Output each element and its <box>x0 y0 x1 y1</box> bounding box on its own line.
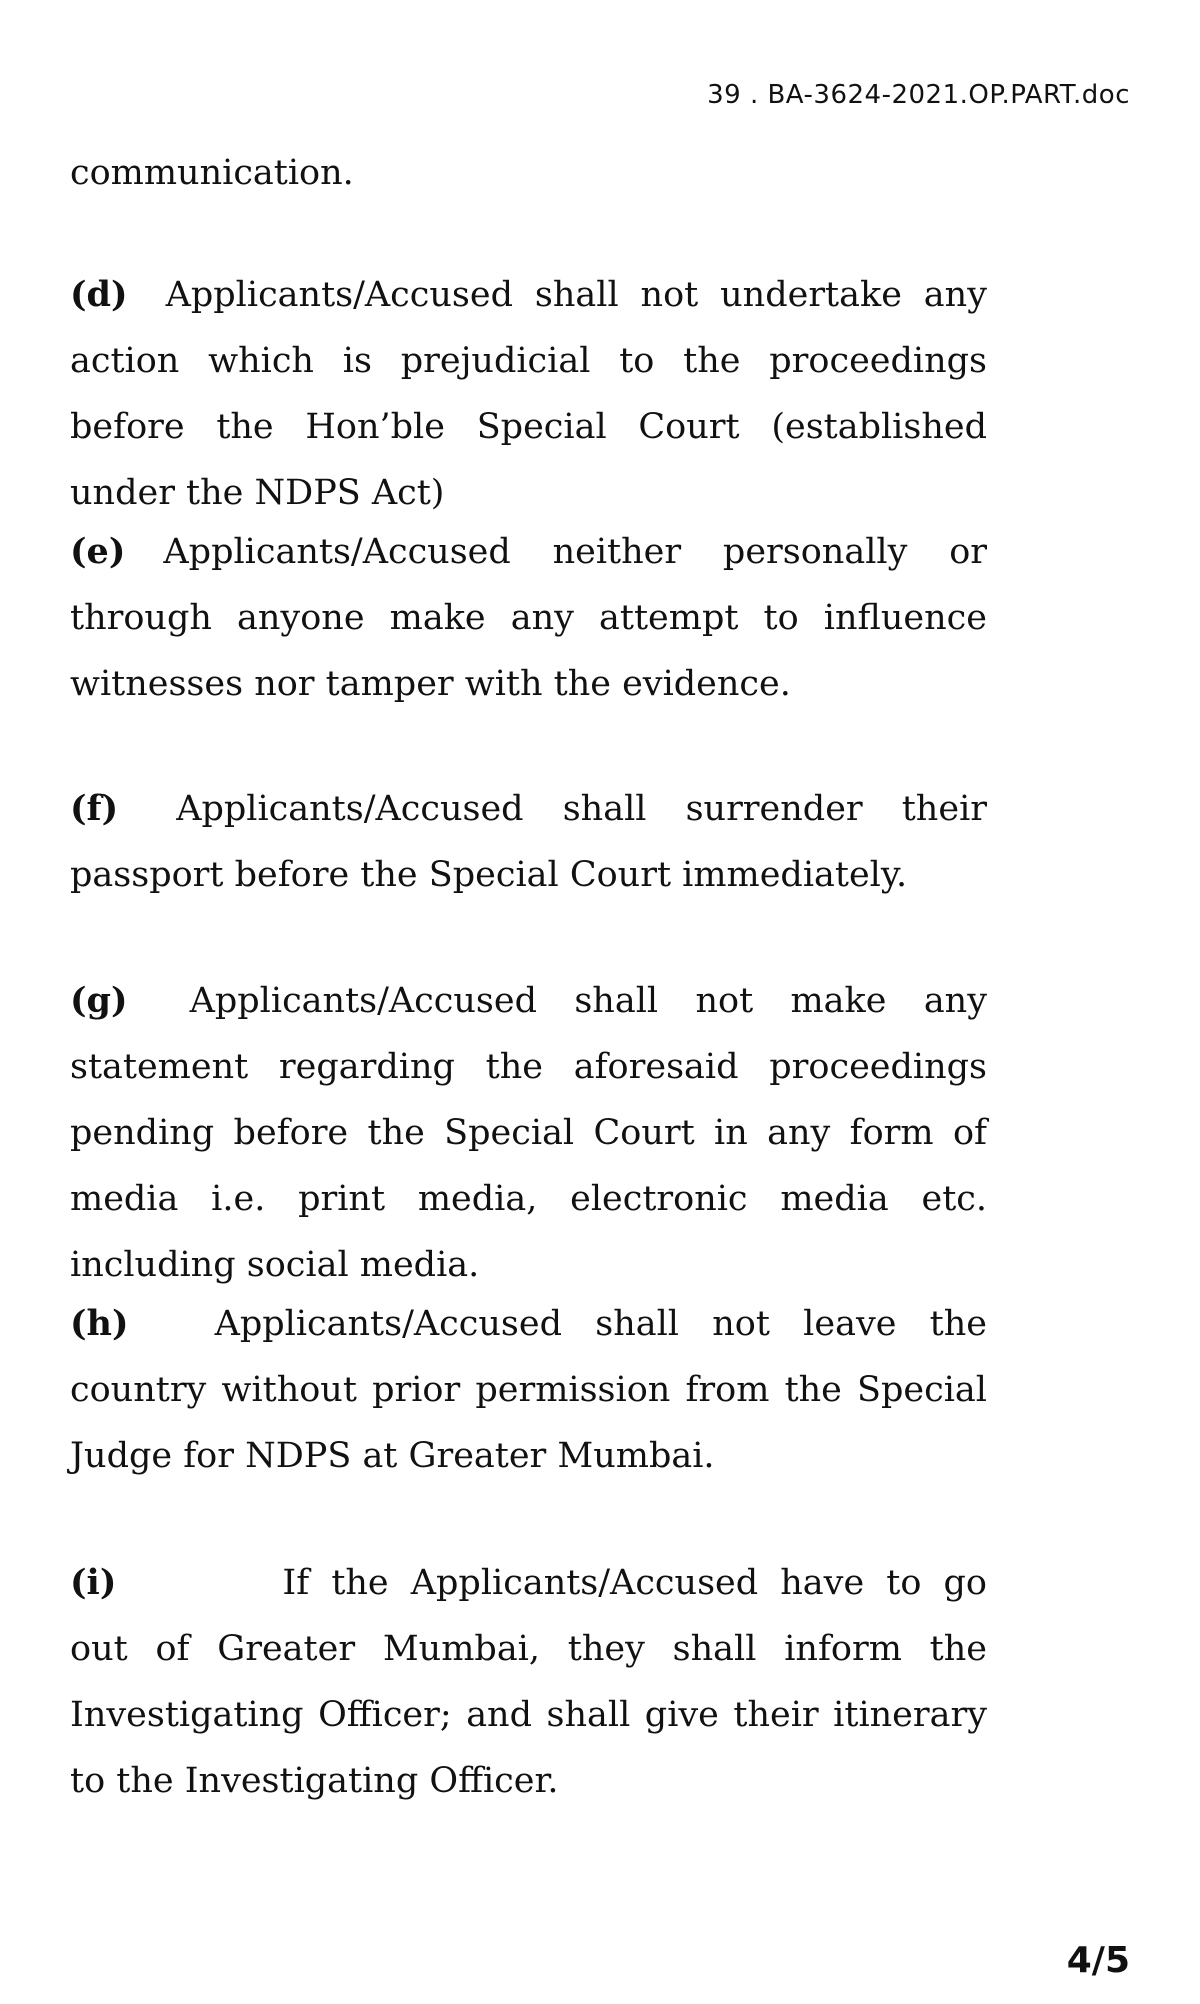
document-file-reference: 39 . BA-3624-2021.OP.PART.doc <box>707 80 1130 110</box>
condition-paragraph-h <box>70 1291 987 1489</box>
continuation-text: communication. <box>70 153 354 193</box>
paragraph-label: (e) <box>70 531 126 572</box>
paragraph-label: (d) <box>70 274 128 315</box>
paragraph-label: (g) <box>70 980 128 1021</box>
paragraph-text: If the Applicants/Accused have to go out of Greater Mumbai, they shall inform the Investigating Officer; and shall give their itinerary to the Investigating Officer. <box>70 1563 987 1801</box>
paragraph-label: (f) <box>70 788 119 829</box>
paragraph-text: Applicants/Accused shall not make any statement regarding the aforesaid proceedings pending before the Special Court in any form of media i.e. print media, electronic media etc. including social media. <box>70 981 987 1285</box>
paragraph-label: (h) <box>70 1303 129 1344</box>
condition-paragraph-e <box>70 519 987 717</box>
page-number: 4/5 <box>1066 1940 1130 1981</box>
paragraph-text: Applicants/Accused neither personally or through anyone make any attempt to influence witnesses nor tamper with the evidence. <box>70 532 987 704</box>
paragraph-text: Applicants/Accused shall not undertake any action which is prejudicial to the proceedings before the Hon’ble Special Court (established under the NDPS Act) <box>70 275 987 513</box>
condition-paragraph-i <box>70 1550 987 1814</box>
paragraph-text: Applicants/Accused shall not leave the country without prior permission from the Special Judge for NDPS at Greater Mumbai. <box>70 1304 987 1476</box>
paragraph-text: Applicants/Accused shall surrender their passport before the Special Court immediately. <box>70 789 987 895</box>
paragraph-label: (i) <box>70 1562 117 1603</box>
condition-paragraph-d <box>70 262 987 526</box>
condition-paragraph-g <box>70 968 987 1298</box>
condition-paragraph-f <box>70 776 987 908</box>
